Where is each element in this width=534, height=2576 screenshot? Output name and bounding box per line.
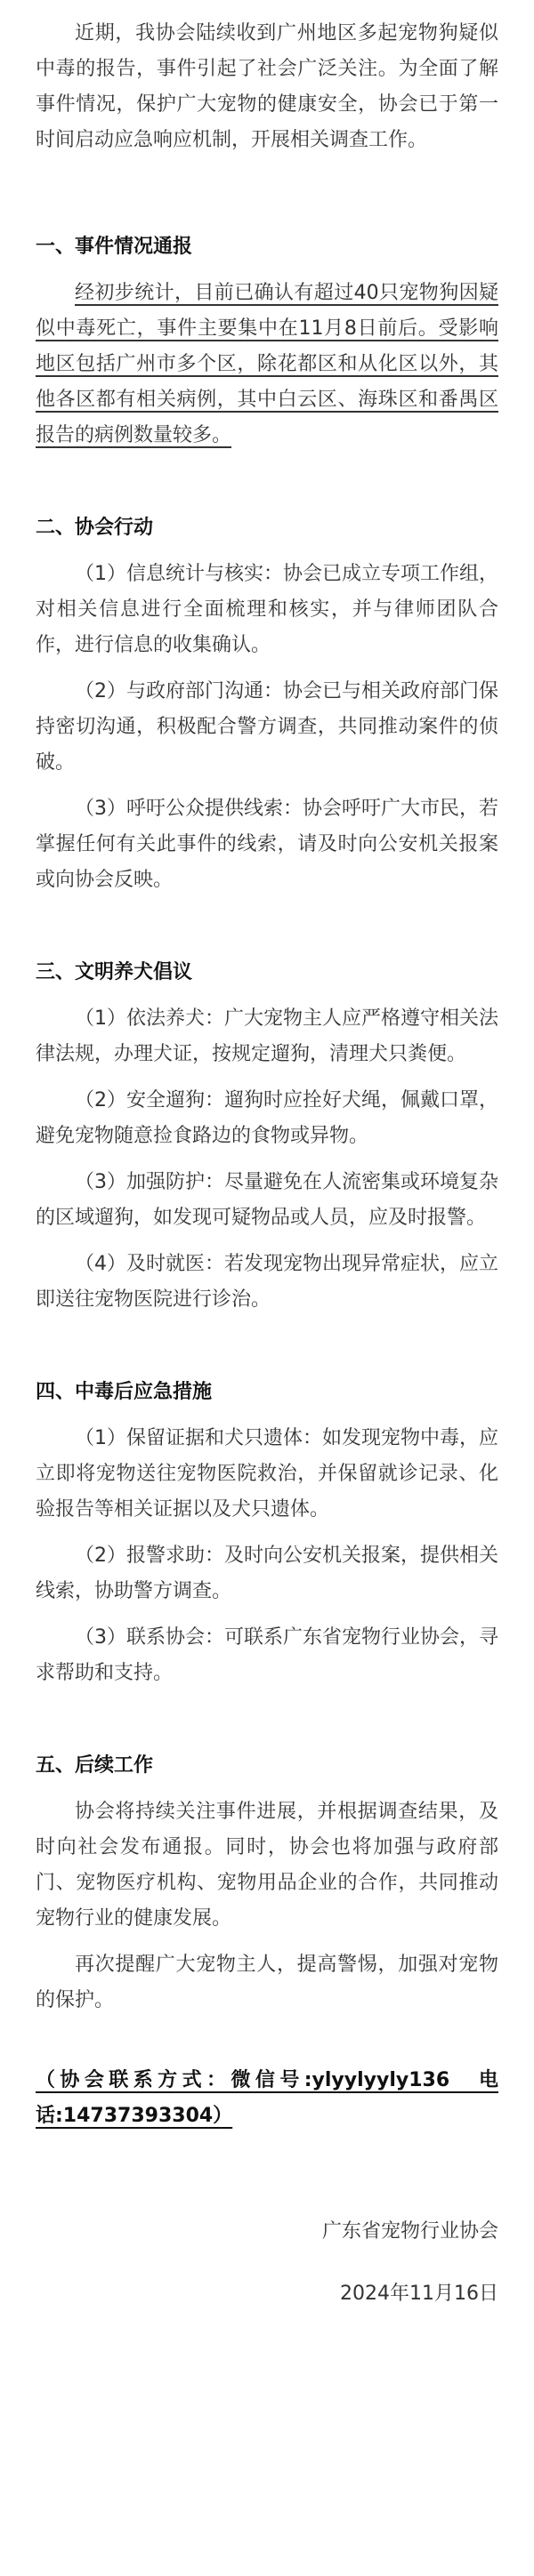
section4-heading: 四、中毒后应急措施 — [36, 1381, 213, 1403]
contact-info: （协会联系方式：微信号:ylyylyyly136 电话:14737393304） — [36, 2069, 498, 2127]
section5-heading: 五、后续工作 — [36, 1754, 154, 1777]
section5-paragraph-2: 再次提醒广大宠物主人，提高警惕，加强对宠物的保护。 — [36, 1954, 498, 2011]
section3-item-4: （4）及时就医：若发现宠物出现异常症状，应立即送往宠物医院进行诊治。 — [36, 1253, 498, 1311]
section4-item-3: （3）联系协会：可联系广东省宠物行业协会，寻求帮助和支持。 — [36, 1626, 498, 1684]
section4-item-1: （1）保留证据和犬只遗体：如发现宠物中毒，应立即将宠物送往宠物医院救治，并保留就诊记录、化验报告等相关证据以及犬只遗体。 — [36, 1427, 498, 1521]
section2-item-1: （1）信息统计与核实：协会已成立专项工作组，对相关信息进行全面梳理和核实，并与律师团队合作，进行信息的收集确认。 — [36, 563, 498, 656]
signature-org: 广东省宠物行业协会 — [321, 2220, 498, 2243]
section3-heading: 三、文明养犬倡议 — [36, 961, 193, 983]
intro-paragraph: 近期，我协会陆续收到广州地区多起宠物狗疑似中毒的报告，事件引起了社会广泛关注。为全面了解事件情况，保护广大宠物的健康安全，协会已于第一时间启动应急响应机制，开展相关调查工作。 — [36, 22, 498, 151]
section2-heading: 二、协会行动 — [36, 517, 154, 539]
section3-item-3: （3）加强防护：尽量避免在人流密集或环境复杂的区域遛狗，如发现可疑物品或人员，应及时报警。 — [36, 1171, 498, 1229]
section4-item-2: （2）报警求助：及时向公安机关报案，提供相关线索，协助警方调查。 — [36, 1545, 498, 1602]
signature-date: 2024年11月16日 — [340, 2283, 498, 2305]
section3-item-1: （1）依法养犬：广大宠物主人应严格遵守相关法律法规，办理犬证，按规定遛狗，清理犬只粪便。 — [36, 1007, 498, 1065]
section3-item-2: （2）安全遛狗：遛狗时应拴好犬绳，佩戴口罩，避免宠物随意捡食路边的食物或异物。 — [36, 1089, 498, 1147]
section5-paragraph-1: 协会将持续关注事件进展，并根据调查结果，及时向社会发布通报。同时，协会也将加强与政府部门、宠物医疗机构、宠物用品企业的合作，共同推动宠物行业的健康发展。 — [36, 1801, 498, 1930]
section2-item-2: （2）与政府部门沟通：协会已与相关政府部门保持密切沟通，积极配合警方调查，共同推动案件的侦破。 — [36, 680, 498, 774]
section2-item-3: （3）呼吁公众提供线索：协会呼吁广大市民，若掌握任何有关此事件的线索，请及时向公安机关报案或向协会反映。 — [36, 798, 498, 891]
section1-body: 经初步统计，目前已确认有超过40只宠物狗因疑似中毒死亡，事件主要集中在11月8日前后。受影响地区包括广州市多个区，除花都区和从化区以外，其他各区都有相关病例，其中白云区、海珠区和番禺区报告的病例数量较多。 — [36, 282, 498, 446]
section1-heading: 一、事件情况通报 — [36, 236, 193, 258]
